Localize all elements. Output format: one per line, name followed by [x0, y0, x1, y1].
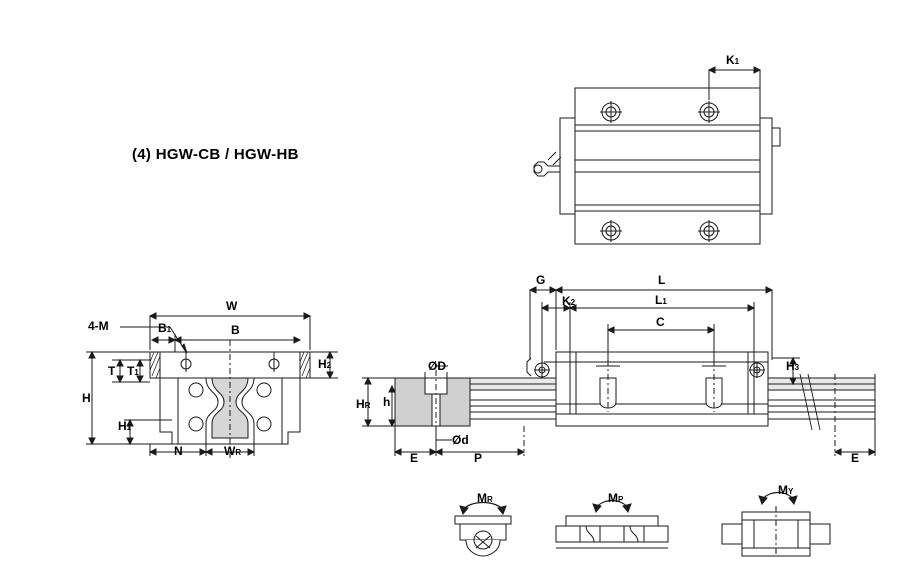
label-e-right: E [851, 451, 860, 465]
label-g: G [536, 273, 546, 287]
label-h1: H1 [118, 419, 132, 433]
label-l1: L1 [655, 293, 667, 307]
label-h-small: h [383, 395, 391, 409]
moment-diagrams-geometry [455, 493, 830, 557]
label-k1: K1 [726, 53, 740, 67]
label-my: MY [778, 483, 794, 497]
label-l: L [658, 273, 666, 287]
label-b1: B1 [158, 321, 172, 335]
label-4-m: 4-M [88, 319, 109, 333]
label-h2: H2 [318, 357, 332, 371]
label-t1: T1 [127, 364, 139, 378]
label-k2: K2 [562, 294, 576, 308]
label-mp: MP [608, 491, 624, 505]
label-e-left: E [410, 451, 419, 465]
drawing-title: (4) HGW-CB / HGW-HB [132, 146, 299, 163]
label-hr: HR [356, 397, 371, 411]
label-t: T [108, 364, 116, 378]
label-od-small: Ød [452, 433, 469, 447]
label-n: N [174, 444, 183, 458]
label-h3: H3 [786, 359, 800, 373]
label-c: C [656, 315, 665, 329]
label-h: H [82, 391, 91, 405]
label-b: B [231, 323, 240, 337]
top-view-geometry [534, 67, 780, 244]
label-od: ØD [428, 359, 446, 373]
label-w: W [226, 299, 238, 313]
label-mr: MR [477, 491, 493, 505]
front-section-view-geometry [86, 313, 338, 458]
label-wr: WR [224, 444, 242, 458]
label-p: P [474, 451, 483, 465]
